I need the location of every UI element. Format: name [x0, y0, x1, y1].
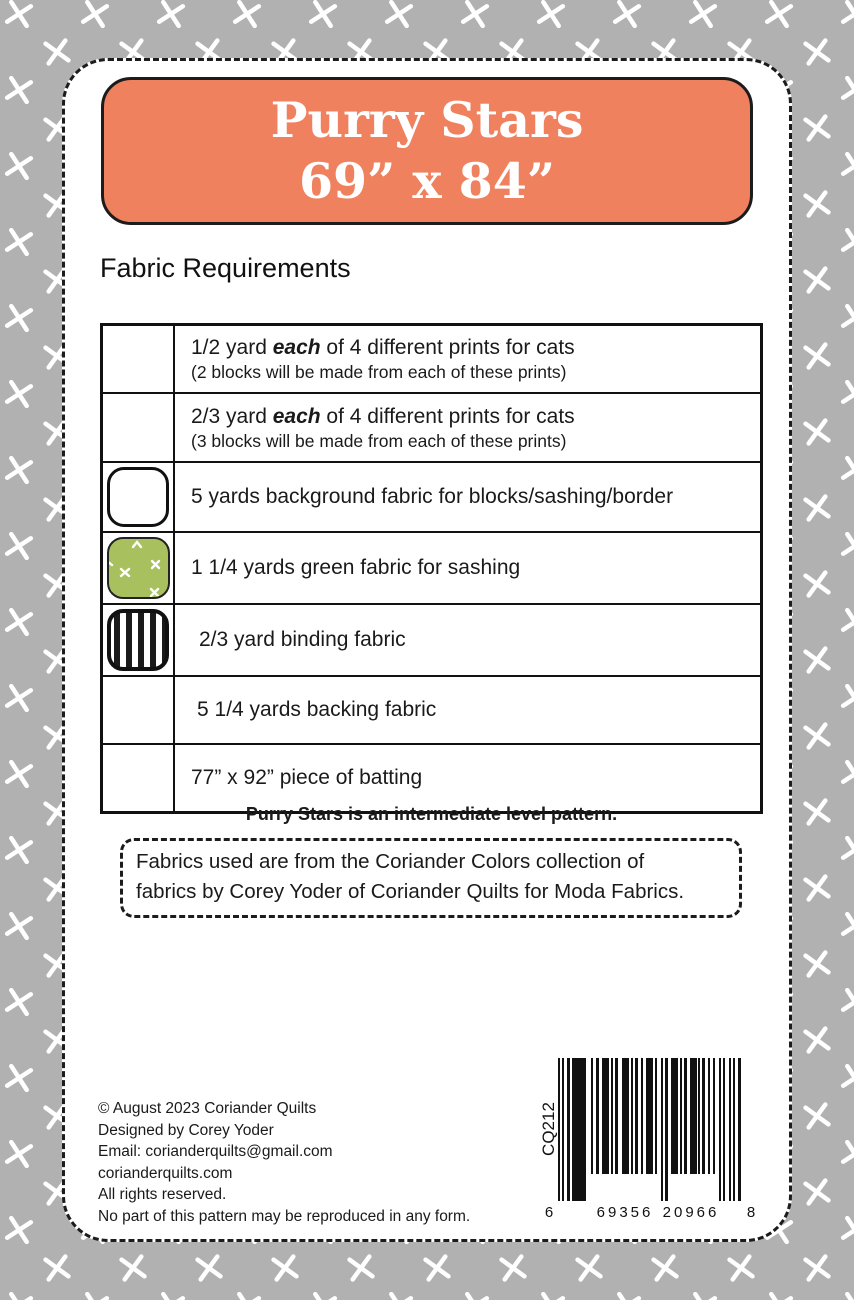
swatch-cell-empty: [102, 676, 175, 744]
quilt-dimensions: 69” x 84”: [298, 152, 556, 210]
table-row: [102, 325, 762, 394]
title-banner: [101, 77, 753, 225]
fabric-collection-line2: fabrics by Corey Yoder of Coriander Quilts for Moda Fabrics.: [136, 879, 685, 903]
table-row: [102, 676, 762, 744]
requirement-text: 2/3 yard each of 4 different prints for cats: [191, 404, 575, 428]
table-row: [102, 462, 762, 532]
barcode-digit-group1: 69356: [596, 1204, 654, 1221]
green-fabric-swatch: [107, 537, 170, 599]
barcode-digit-left: 6: [544, 1204, 554, 1221]
skill-level-note: Purry Stars is an intermediate level pattern.: [245, 804, 618, 824]
table-row: [102, 532, 762, 604]
barcode-digit-right: 8: [746, 1204, 756, 1221]
pattern-title: Purry Stars: [270, 91, 584, 149]
barcode-digit-group2: 20966: [662, 1204, 720, 1221]
requirement-subtext: (3 blocks will be made from each of these prints): [191, 430, 567, 451]
fabric-requirement-cell: [174, 462, 762, 532]
background-fabric-swatch: [107, 467, 169, 527]
swatch-cell: [102, 604, 175, 676]
website-line: corianderquilts.com: [98, 1164, 233, 1182]
green-swatch-x-marks: [109, 539, 167, 597]
binding-fabric-swatch: [107, 609, 169, 671]
requirement-text: 1/2 yard each of 4 different prints for cats: [191, 336, 575, 359]
requirement-text: 1 1/4 yards green fabric for sashing: [191, 556, 521, 579]
copyright-line: © August 2023 Coriander Quilts: [98, 1100, 317, 1117]
copyright-block: [98, 1098, 470, 1227]
table-row: [102, 604, 762, 676]
fabric-requirement-cell: [174, 744, 762, 813]
fabric-collection-note: [120, 838, 742, 918]
swatch-cell: [102, 532, 175, 604]
barcode-bars: [543, 1056, 783, 1231]
barcode: [539, 1056, 783, 1231]
fabric-collection-line1: Fabrics used are from the Coriander Colors collection of: [136, 850, 645, 873]
reproduction-line: No part of this pattern may be reproduced in any form.: [98, 1207, 471, 1225]
pattern-back-card: [62, 58, 792, 1242]
table-row: [102, 744, 762, 813]
email-line: Email: corianderquilts@gmail.com: [98, 1143, 333, 1160]
swatch-cell-empty: [102, 393, 175, 462]
requirement-text: 77” x 92” piece of batting: [191, 766, 423, 789]
swatch-cell-empty: [102, 744, 175, 813]
fabric-requirement-cell: [174, 532, 762, 604]
fabric-requirement-cell: [174, 393, 762, 462]
fabric-requirement-cell: [174, 325, 762, 394]
fabric-requirements-table: [100, 323, 763, 814]
rights-line: All rights reserved.: [98, 1186, 227, 1203]
designer-line: Designed by Corey Yoder: [98, 1121, 274, 1139]
swatch-cell: [102, 462, 175, 532]
requirement-subtext: (2 blocks will be made from each of these prints): [191, 362, 567, 382]
fabric-requirements-heading: Fabric Requirements: [100, 253, 351, 283]
swatch-cell-empty: [102, 325, 175, 394]
fabric-requirement-cell: [174, 676, 762, 744]
requirement-text: 5 1/4 yards backing fabric: [197, 698, 437, 721]
barcode-sku-label: CQ212: [539, 1102, 558, 1156]
requirement-text: 5 yards background fabric for blocks/sashing/border: [191, 485, 674, 508]
requirement-text: 2/3 yard binding fabric: [199, 628, 406, 651]
fabric-requirement-cell: [174, 604, 762, 676]
table-row: [102, 393, 762, 462]
